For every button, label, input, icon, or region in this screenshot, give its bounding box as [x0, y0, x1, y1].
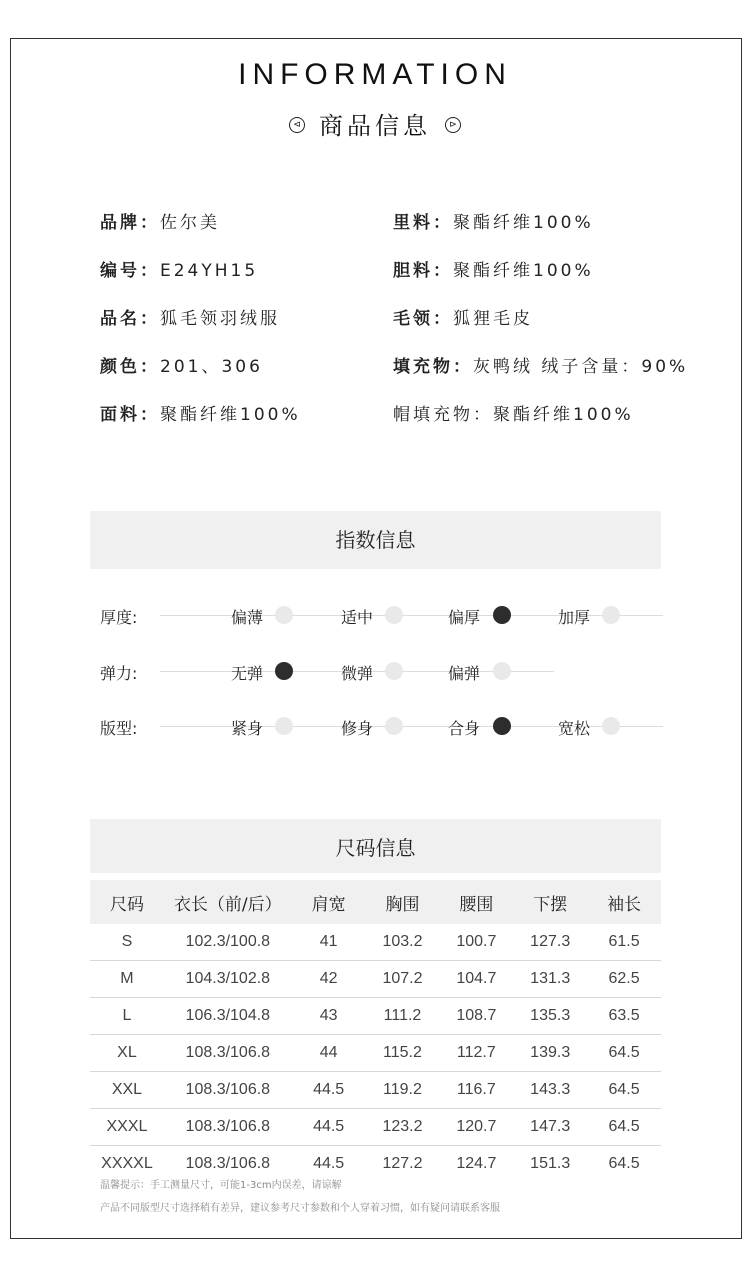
option-label: 合身: [448, 719, 481, 738]
option-label: 偏厚: [448, 608, 481, 627]
cell-size: XXL: [90, 1072, 164, 1109]
cell-shoulder: 43: [292, 998, 366, 1035]
table-row: [90, 961, 661, 998]
index-label: 厚度:: [100, 608, 138, 627]
cell-chest: 107.2: [366, 961, 440, 998]
option-dot-selected: [493, 606, 511, 624]
cell-length: 102.3/100.8: [164, 924, 292, 961]
section-subtitle: [0, 106, 750, 141]
info-color: 颜色：201、306: [100, 357, 263, 377]
index-section-title: 指数信息: [90, 511, 661, 569]
table-row: [90, 1109, 661, 1146]
cell-hem: 127.3: [513, 924, 587, 961]
cell-shoulder: 44.5: [292, 1109, 366, 1146]
column-header: 衣长（前/后）: [164, 880, 292, 924]
cell-hem: 135.3: [513, 998, 587, 1035]
cell-size: M: [90, 961, 164, 998]
size-table-header: [90, 880, 661, 924]
cell-shoulder: 44.5: [292, 1072, 366, 1109]
cell-shoulder: 44.5: [313, 1155, 345, 1172]
table-row: [90, 924, 661, 961]
cell-length: 108.3/106.8: [164, 1109, 292, 1146]
cell-chest: 111.2: [366, 998, 440, 1035]
cell-length: 106.3/104.8: [164, 998, 292, 1035]
option-label: 微弹: [341, 664, 374, 683]
cell-waist: 120.7: [439, 1109, 513, 1146]
cell-sleeve: 64.5: [587, 1072, 661, 1109]
option-dot: [385, 662, 403, 680]
measurement-note: 温馨提示：手工测量尺寸，可能1-3cm内误差，请谅解: [100, 1180, 342, 1191]
column-header: 胸围: [366, 880, 440, 924]
option-dot: [493, 662, 511, 680]
info-code: 编号：E24YH15: [100, 261, 259, 281]
cell-waist: 100.7: [439, 924, 513, 961]
cell-hem: 143.3: [513, 1072, 587, 1109]
info-fur-collar: 毛领：狐狸毛皮: [393, 309, 533, 329]
index-label: 弹力:: [100, 664, 138, 683]
cell-shoulder: 42: [292, 961, 366, 998]
cell-size: L: [90, 998, 164, 1035]
option-label: 加厚: [558, 608, 591, 627]
info-brand: 品牌：佐尔美: [100, 213, 220, 233]
index-label: 版型:: [100, 719, 138, 738]
left-arrow-icon: ⊲: [289, 117, 305, 133]
option-label: 修身: [341, 719, 374, 738]
cell-length: 108.3/106.8: [164, 1072, 292, 1109]
cell-size: XL: [90, 1035, 164, 1072]
info-filling: 填充物：灰鸭绒 绒子含量：90%: [393, 357, 689, 377]
info-product-name: 品名：狐毛领羽绒服: [100, 309, 280, 329]
cell-waist: 108.7: [439, 998, 513, 1035]
column-header: 袖长: [587, 880, 661, 924]
cell-length: 108.3/106.8: [164, 1035, 292, 1072]
cell-hem: 139.3: [513, 1035, 587, 1072]
option-dot: [385, 717, 403, 735]
cell-sleeve: 61.5: [587, 924, 661, 961]
cell-hem: 131.3: [513, 961, 587, 998]
option-label: 宽松: [558, 719, 591, 738]
subtitle-text: 商品信息: [319, 112, 431, 140]
cell-shoulder: 41: [292, 924, 366, 961]
option-label: 适中: [341, 608, 374, 627]
page-title: INFORMATION: [238, 58, 512, 91]
option-label: 偏薄: [231, 608, 264, 627]
cell-waist: 116.7: [439, 1072, 513, 1109]
info-fabric: 面料：聚酯纤维100%: [100, 405, 301, 425]
table-row: [90, 1072, 661, 1109]
option-dot: [385, 606, 403, 624]
column-header: 肩宽: [292, 880, 366, 924]
cell-size: XXXXL: [101, 1155, 153, 1172]
index-row-elasticity: [0, 657, 750, 687]
cell-chest: 119.2: [366, 1072, 440, 1109]
option-label: 偏弹: [448, 664, 481, 683]
size-section-title: 尺码信息: [90, 819, 661, 873]
cell-sleeve: 64.5: [608, 1155, 640, 1172]
cell-size: S: [90, 924, 164, 961]
column-header: 尺码: [90, 880, 164, 924]
cell-chest: 127.2: [382, 1155, 423, 1172]
index-row-fit: [0, 712, 750, 742]
option-label: 无弹: [231, 664, 264, 683]
column-header: 下摆: [513, 880, 587, 924]
table-row: [90, 1035, 661, 1072]
info-hood-filling: 帽填充物：聚酯纤维100%: [393, 405, 634, 425]
cell-sleeve: 63.5: [587, 998, 661, 1035]
option-label: 紧身: [231, 719, 264, 738]
info-lining: 里料：聚酯纤维100%: [393, 213, 594, 233]
size-table: [90, 880, 661, 1182]
right-arrow-icon: ⊳: [445, 117, 461, 133]
info-inner-fabric: 胆料：聚酯纤维100%: [393, 261, 594, 281]
cell-chest: 115.2: [366, 1035, 440, 1072]
cell-size: XXXL: [90, 1109, 164, 1146]
cell-length: 108.3/106.8: [185, 1155, 271, 1172]
cell-waist: 112.7: [439, 1035, 513, 1072]
option-dot: [275, 606, 293, 624]
column-header: 腰围: [439, 880, 513, 924]
cell-waist: 104.7: [439, 961, 513, 998]
cell-length: 104.3/102.8: [164, 961, 292, 998]
cell-hem: 147.3: [513, 1109, 587, 1146]
fit-advice-note: 产品不同版型尺寸选择稍有差异，建议参考尺寸参数和个人穿着习惯，如有疑问请联系客服: [100, 1203, 500, 1214]
cell-chest: 123.2: [366, 1109, 440, 1146]
table-row: [90, 998, 661, 1035]
option-dot: [602, 606, 620, 624]
index-row-thickness: [0, 601, 750, 631]
option-dot-selected: [275, 662, 293, 680]
option-dot: [602, 717, 620, 735]
option-dot: [275, 717, 293, 735]
cell-sleeve: 62.5: [587, 961, 661, 998]
cell-sleeve: 64.5: [587, 1109, 661, 1146]
cell-waist: 124.7: [456, 1155, 497, 1172]
cell-chest: 103.2: [366, 924, 440, 961]
cell-shoulder: 44: [292, 1035, 366, 1072]
cell-hem: 151.3: [530, 1155, 571, 1172]
cell-sleeve: 64.5: [587, 1035, 661, 1072]
option-dot-selected: [493, 717, 511, 735]
